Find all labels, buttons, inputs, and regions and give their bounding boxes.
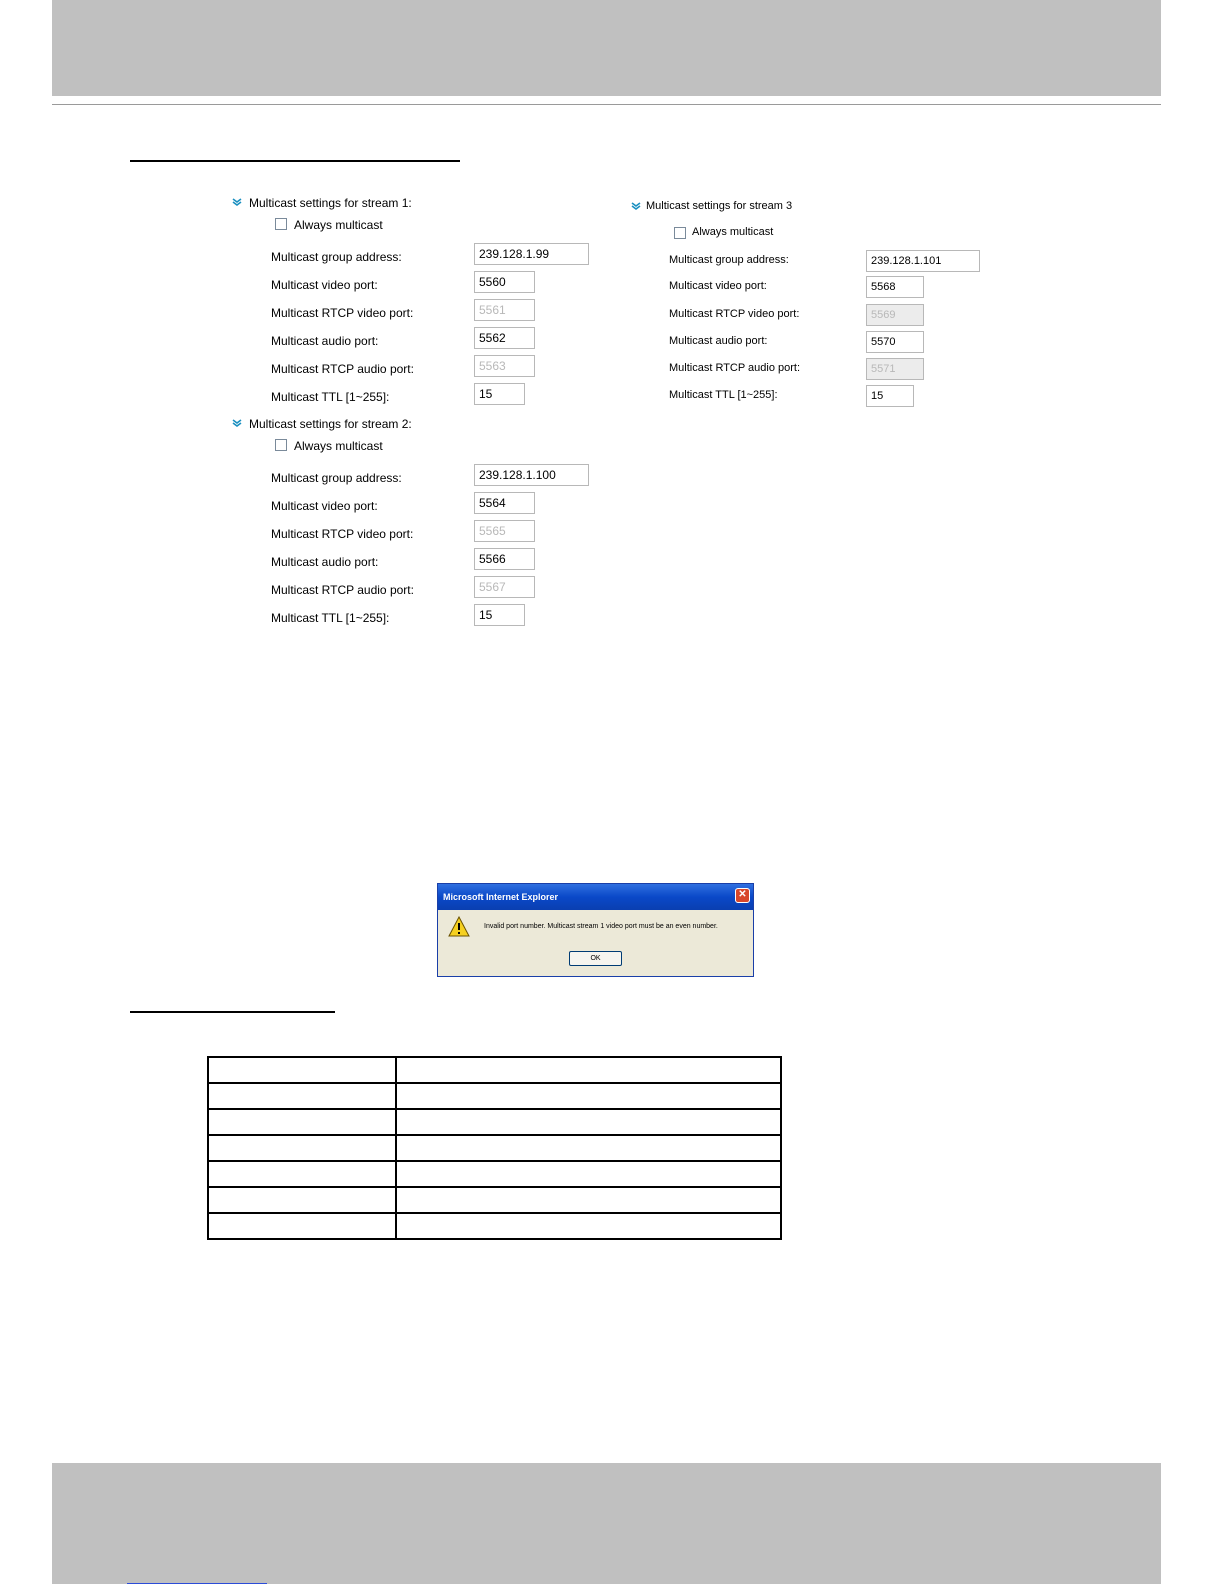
table-row [208,1213,781,1239]
rtcp-audio-port-label-2: Multicast RTCP audio port: [271,583,414,597]
table-cell [396,1213,781,1239]
dialog-message: Invalid port number. Multicast stream 1 video port must be an even number. [484,923,718,930]
always-multicast-checkbox-1[interactable] [275,218,287,230]
video-port-label-1: Multicast video port: [271,278,378,292]
section-rule-top [130,160,460,162]
chevron-down-icon[interactable] [231,418,243,428]
always-multicast-checkbox-3[interactable] [674,227,686,239]
ttl-label-1: Multicast TTL [1~255]: [271,390,390,404]
audio-port-label-1: Multicast audio port: [271,334,379,348]
table-cell [396,1161,781,1187]
table-cell [208,1057,396,1083]
page-header-band [52,0,1161,96]
table-row [208,1057,781,1083]
always-multicast-label-3: Always multicast [692,226,774,238]
audio-port-input-1[interactable] [474,327,535,349]
video-port-input-1[interactable] [474,271,535,293]
ttl-input-1[interactable] [474,383,525,405]
rtcp-video-port-input-1 [474,299,535,321]
table-cell [208,1213,396,1239]
rtcp-audio-port-input-1 [474,355,535,377]
stream-3-heading[interactable]: Multicast settings for stream 3 [646,200,793,212]
always-multicast-label-2: Always multicast [294,439,383,453]
warning-icon [448,916,470,938]
error-dialog [437,883,754,977]
always-multicast-label-1: Always multicast [294,218,383,232]
group-address-input-3[interactable] [866,250,980,272]
table-cell [208,1161,396,1187]
section-rule-bottom [130,1011,335,1013]
video-port-input-2[interactable] [474,492,535,514]
table-cell [208,1109,396,1135]
ttl-label-2: Multicast TTL [1~255]: [271,611,390,625]
rtcp-video-port-input-2 [474,520,535,542]
table-cell [208,1135,396,1161]
table-cell [396,1135,781,1161]
table-row [208,1109,781,1135]
empty-table [207,1056,782,1240]
audio-port-label-3: Multicast audio port: [669,335,768,347]
page-footer-band [52,1463,1161,1584]
rtcp-video-port-label-2: Multicast RTCP video port: [271,527,414,541]
always-multicast-checkbox-2[interactable] [275,439,287,451]
ttl-label-3: Multicast TTL [1~255]: [669,389,778,401]
video-port-label-2: Multicast video port: [271,499,378,513]
rtcp-video-port-input-3 [866,304,924,326]
audio-port-input-2[interactable] [474,548,535,570]
table-cell [208,1187,396,1213]
table-row [208,1161,781,1187]
ttl-input-2[interactable] [474,604,525,626]
video-port-label-3: Multicast video port: [669,280,767,292]
table-row [208,1135,781,1161]
close-icon[interactable]: ✕ [735,888,750,903]
group-address-label-2: Multicast group address: [271,471,402,485]
table-cell [208,1083,396,1109]
table-cell [396,1109,781,1135]
rtcp-audio-port-input-2 [474,576,535,598]
chevron-down-icon[interactable] [630,201,642,211]
group-address-input-1[interactable] [474,243,589,265]
table-cell [396,1083,781,1109]
group-address-label-3: Multicast group address: [669,254,789,266]
ok-button[interactable]: OK [569,951,622,966]
rtcp-audio-port-input-3 [866,358,924,380]
group-address-label-1: Multicast group address: [271,250,402,264]
table-row [208,1083,781,1109]
ttl-input-3[interactable] [866,385,914,407]
audio-port-label-2: Multicast audio port: [271,555,379,569]
table-cell [396,1057,781,1083]
table-cell [396,1187,781,1213]
stream-2-heading[interactable]: Multicast settings for stream 2: [249,417,412,431]
group-address-input-2[interactable] [474,464,589,486]
rtcp-video-port-label-3: Multicast RTCP video port: [669,308,800,320]
chevron-down-icon[interactable] [231,197,243,207]
stream-1-heading[interactable]: Multicast settings for stream 1: [249,196,412,210]
rtcp-audio-port-label-3: Multicast RTCP audio port: [669,362,801,374]
table-row [208,1187,781,1213]
rtcp-video-port-label-1: Multicast RTCP video port: [271,306,414,320]
audio-port-input-3[interactable] [866,331,924,353]
header-rule [52,104,1161,105]
video-port-input-3[interactable] [866,276,924,298]
dialog-title: Microsoft Internet Explorer [438,884,753,910]
rtcp-audio-port-label-1: Multicast RTCP audio port: [271,362,414,376]
